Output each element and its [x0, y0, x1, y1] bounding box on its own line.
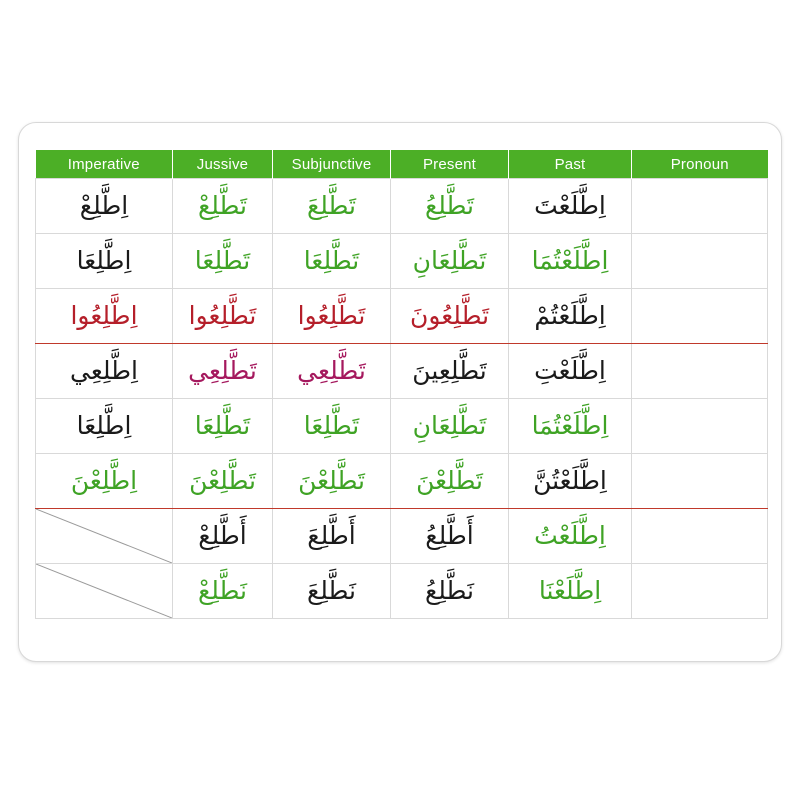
pronoun-english-label: We (m. & f.) — [640, 577, 681, 604]
pronoun-english-label: I (m. & f.) — [640, 529, 688, 542]
pronoun-inner — [632, 234, 767, 288]
pronoun-arabic-label: أَنَا — [735, 521, 757, 551]
pronoun-english-label: You (m. dual) — [640, 247, 686, 274]
past-text: اِطَّلَعْتَ — [534, 191, 606, 221]
cell-present — [391, 454, 509, 509]
past-text: اِطَّلَعْتُ — [534, 521, 606, 551]
cell-jussive — [173, 509, 273, 564]
cell-pronoun — [632, 454, 768, 509]
pronoun-arabic-label: أَنْتُنَّ — [716, 466, 757, 496]
cell-subjunctive — [273, 234, 391, 289]
column-header-past: Past — [509, 150, 632, 179]
pronoun-arabic-label: نَحْنُ — [714, 576, 757, 606]
subjunctive-text: تَطَّلِعَ — [306, 191, 357, 221]
cell-past — [509, 234, 632, 289]
cell-present — [391, 179, 509, 234]
cell-jussive — [173, 454, 273, 509]
table-body — [36, 179, 768, 619]
cell-subjunctive — [273, 564, 391, 619]
cell-imperative — [36, 454, 173, 509]
cell-past — [509, 179, 632, 234]
diagonal-slash-icon — [36, 509, 172, 563]
past-text: اِطَّلَعْتُمْ — [534, 301, 606, 331]
cell-subjunctive — [273, 509, 391, 564]
past-text: اِطَّلَعْتُمَا — [531, 411, 609, 441]
cell-past — [509, 564, 632, 619]
conjugation-table-wrapper — [35, 150, 767, 638]
cell-jussive — [173, 179, 273, 234]
present-text: تَطَّلِعَانِ — [412, 246, 487, 276]
table-row — [36, 179, 768, 234]
past-text: اِطَّلَعْتِ — [534, 356, 606, 386]
column-header-imperative: Imperative — [36, 150, 173, 179]
table-row — [36, 564, 768, 619]
cell-imperative — [36, 179, 173, 234]
cell-jussive — [173, 289, 273, 344]
pronoun-arabic-label: أَنْتِ — [718, 356, 757, 386]
cell-pronoun — [632, 289, 768, 344]
present-text: تَطَّلِعُ — [424, 191, 475, 221]
table-row — [36, 234, 768, 289]
imperative-text: اِطَّلِعُوا — [70, 301, 138, 331]
cell-present — [391, 344, 509, 399]
cell-pronoun — [632, 344, 768, 399]
cell-imperative — [36, 289, 173, 344]
cell-imperative-empty — [36, 564, 173, 619]
pronoun-inner — [632, 344, 767, 398]
jussive-text: تَطَّلِعَا — [194, 411, 251, 441]
past-text: اِطَّلَعْنَا — [538, 576, 602, 606]
pronoun-arabic-label: أَنْتُمْ — [718, 301, 757, 331]
cell-past — [509, 289, 632, 344]
subjunctive-text: تَطَّلِعَا — [303, 411, 360, 441]
subjunctive-text: تَطَّلِعِي — [297, 356, 366, 386]
jussive-text: تَطَّلِعْ — [197, 191, 248, 221]
present-text: نَطَّلِعُ — [424, 576, 475, 606]
cell-jussive — [173, 564, 273, 619]
cell-imperative — [36, 234, 173, 289]
cell-subjunctive — [273, 289, 391, 344]
imperative-text: اِطَّلِعْ — [79, 191, 129, 221]
jussive-text: تَطَّلِعَا — [194, 246, 251, 276]
pronoun-english-label: You (f. pl.) — [640, 467, 670, 494]
pronoun-inner — [632, 454, 767, 508]
table-header-row — [36, 150, 768, 179]
cell-present — [391, 399, 509, 454]
subjunctive-text: تَطَّلِعُوا — [297, 301, 366, 331]
cell-subjunctive — [273, 344, 391, 399]
cell-imperative — [36, 344, 173, 399]
cell-past — [509, 509, 632, 564]
cell-jussive — [173, 234, 273, 289]
past-text: اِطَّلَعْتُنَّ — [533, 466, 607, 496]
table-row — [36, 399, 768, 454]
table-row — [36, 454, 768, 509]
cell-past — [509, 399, 632, 454]
cell-present — [391, 509, 509, 564]
cell-past — [509, 454, 632, 509]
cell-present — [391, 234, 509, 289]
pronoun-english-label: You (m. s.) — [640, 192, 673, 219]
pronoun-english-label: You (m. pl.) — [640, 302, 676, 329]
pronoun-inner — [632, 509, 767, 563]
jussive-text: نَطَّلِعْ — [197, 576, 248, 606]
jussive-text: تَطَّلِعُوا — [188, 301, 257, 331]
subjunctive-text: تَطَّلِعَا — [303, 246, 360, 276]
cell-pronoun — [632, 234, 768, 289]
cell-present — [391, 564, 509, 619]
jussive-text: أَطَّلِعْ — [198, 521, 247, 551]
jussive-text: تَطَّلِعِي — [188, 356, 257, 386]
cell-jussive — [173, 399, 273, 454]
cell-subjunctive — [273, 454, 391, 509]
cell-imperative — [36, 399, 173, 454]
present-text: تَطَّلِعْنَ — [416, 466, 483, 496]
pronoun-english-label: You (f. s.) — [640, 357, 667, 384]
column-header-subjunctive: Subjunctive — [273, 150, 391, 179]
subjunctive-text: أَطَّلِعَ — [307, 521, 356, 551]
cell-present — [391, 289, 509, 344]
cell-pronoun — [632, 509, 768, 564]
cell-pronoun — [632, 399, 768, 454]
table-row — [36, 509, 768, 564]
cell-pronoun — [632, 179, 768, 234]
pronoun-inner — [632, 399, 767, 453]
imperative-text: اِطَّلِعَا — [76, 246, 132, 276]
diagonal-slash-icon — [36, 564, 172, 618]
pronoun-arabic-label: أَنْتُمَا — [713, 246, 757, 276]
imperative-text: اِطَّلِعِي — [69, 356, 139, 386]
column-header-pronoun: Pronoun — [632, 150, 768, 179]
pronoun-english-label: You (f. dual) — [640, 412, 679, 439]
cell-subjunctive — [273, 179, 391, 234]
table-row — [36, 344, 768, 399]
pronoun-arabic-label: أَنْتَ — [718, 191, 757, 221]
pronoun-inner — [632, 564, 767, 618]
imperative-text: اِطَّلِعَا — [76, 411, 132, 441]
past-text: اِطَّلَعْتُمَا — [531, 246, 609, 276]
pronoun-arabic-label: أَنْتُمَا — [713, 411, 757, 441]
conjugation-card — [18, 122, 782, 662]
present-text: تَطَّلِعَانِ — [412, 411, 487, 441]
cell-past — [509, 344, 632, 399]
cell-pronoun — [632, 564, 768, 619]
pronoun-inner — [632, 179, 767, 233]
jussive-text: تَطَّلِعْنَ — [189, 466, 256, 496]
present-text: تَطَّلِعِينَ — [412, 356, 487, 386]
pronoun-inner — [632, 289, 767, 343]
subjunctive-text: نَطَّلِعَ — [306, 576, 357, 606]
cell-subjunctive — [273, 399, 391, 454]
cell-jussive — [173, 344, 273, 399]
cell-imperative-empty — [36, 509, 173, 564]
present-text: تَطَّلِعُونَ — [409, 301, 490, 331]
column-header-present: Present — [391, 150, 509, 179]
present-text: أَطَّلِعُ — [425, 521, 474, 551]
imperative-text: اِطَّلِعْنَ — [70, 466, 138, 496]
column-header-jussive: Jussive — [173, 150, 273, 179]
table-row — [36, 289, 768, 344]
conjugation-table — [35, 150, 768, 619]
subjunctive-text: تَطَّلِعْنَ — [298, 466, 365, 496]
